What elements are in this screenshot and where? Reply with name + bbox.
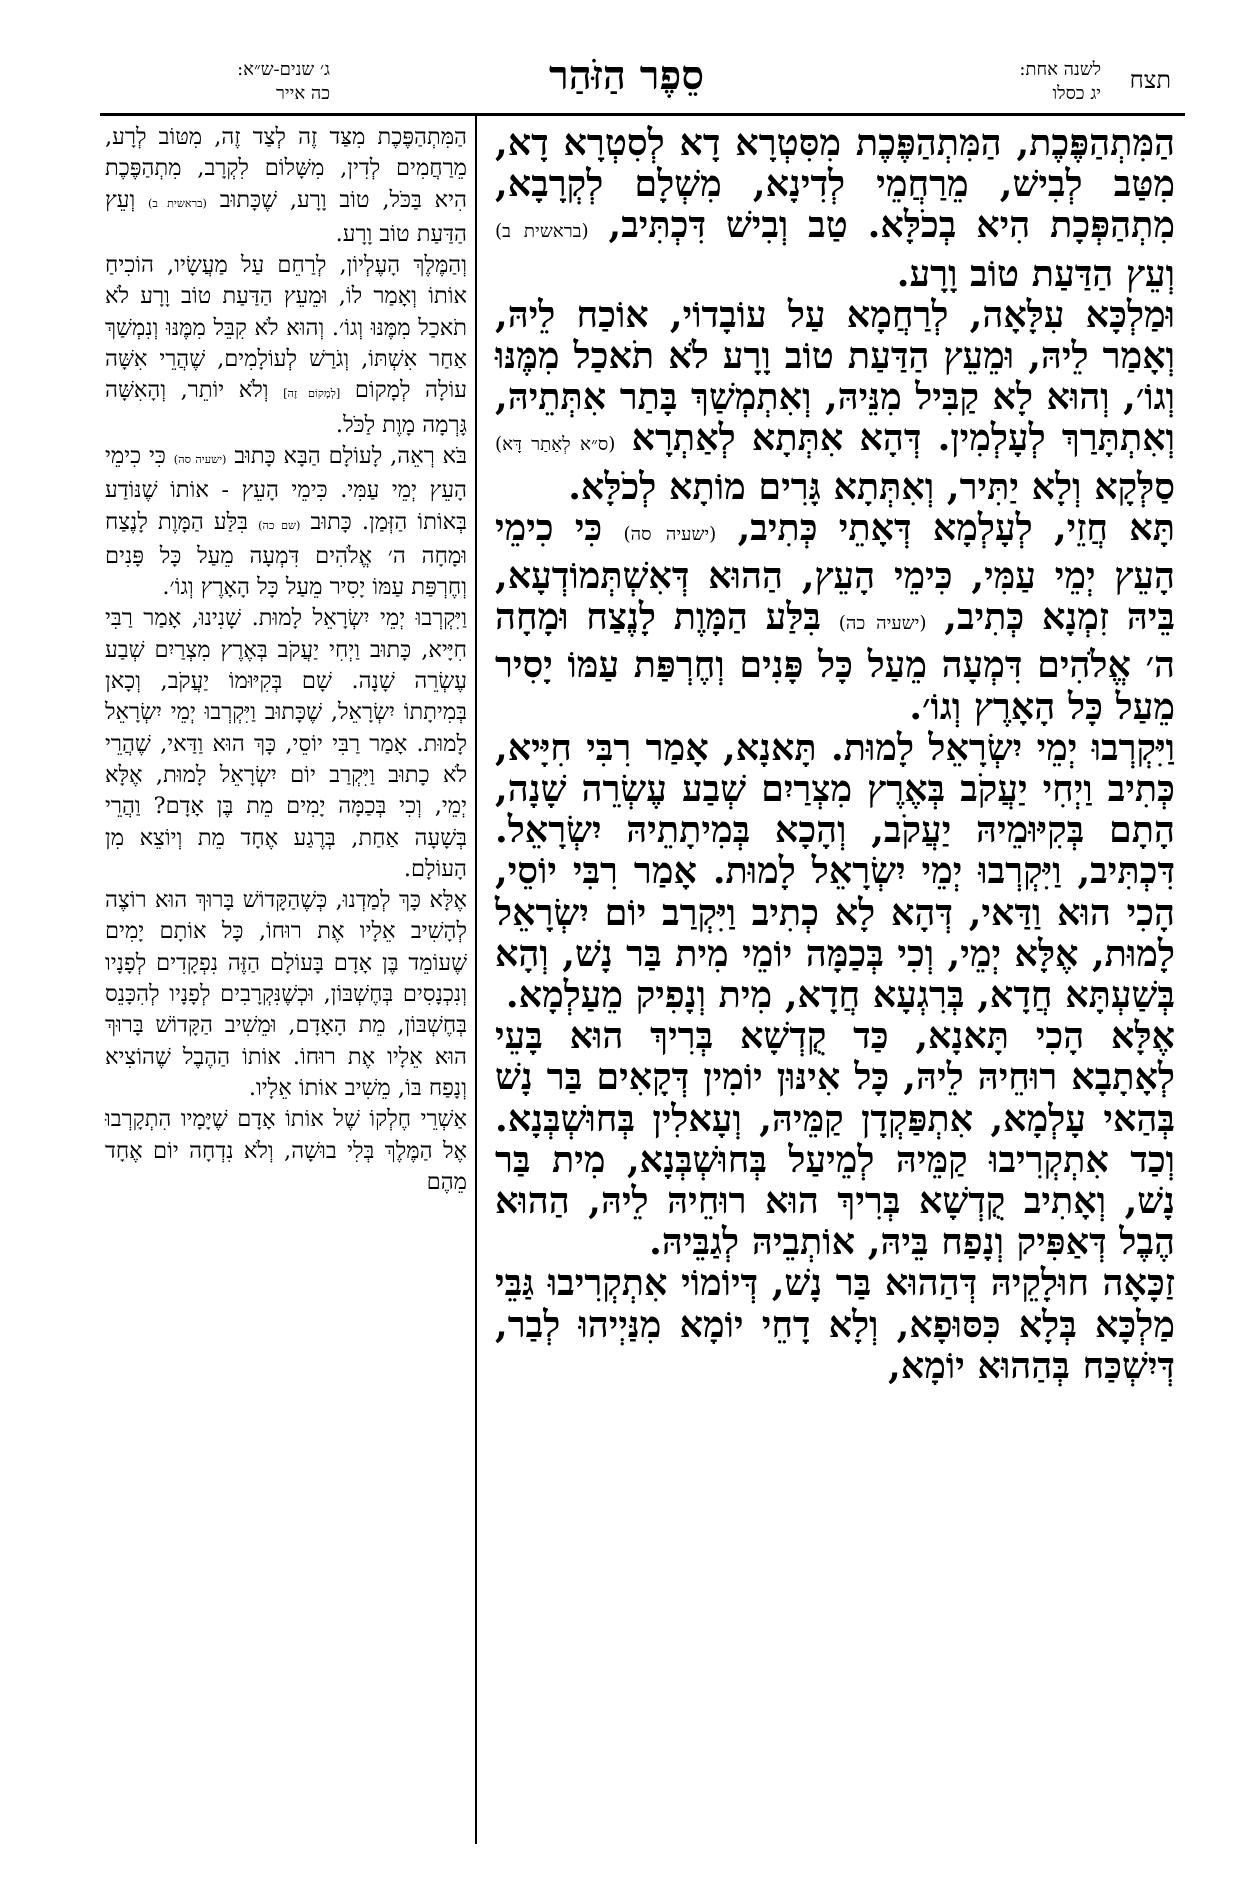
aramaic-column (495, 122, 1175, 1386)
book-title: סֵפֶר הַזֹּהַר (549, 52, 704, 99)
schedule-label: לשנה אחת: (1019, 59, 1101, 80)
paragraph: זַכָּאָה חוּלָקֵיהּ דְּהַהוּא בַּר נָשׁ, דְּיוֹמוֹי אִתְקְרִיבוּ גַּבֵּי מַלְכָּא בְּלָא כִּסּוּפָא, וְלָא דָחֵי יוֹמָא מִנַּיְיהוּ לְבַר, דְּיִשְׁכַּח בְּהַהוּא יוֹמָא, (495, 1261, 1175, 1387)
paragraph: תָּא חֲזֵי, לְעָלְמָא דְּאָתֵי כְּתִיב, (ישעיה סה) כִּי כִימֵי הָעֵץ יְמֵי עַמִּי, כִּימֵי הָעֵץ, הַהוּא דְּאִשְׁתְּמוֹדְעָא, בֵּיהּ זִמְנָא כְּתִיב, (ישעיה כה) בִּלַּע הַמָּוֶת לָנֶצַח וּמָחָה ה׳ אֱלֹהִים דִּמְעָה מֵעַל כָּל פָּנִים וְחֶרְפַּת עַמּוֹ יָסִיר מֵעַל כָּל הָאָרֶץ וְגוֹ׳. (495, 505, 1175, 728)
citation: (ישעיה סה) (173, 452, 227, 466)
schedule-label: ג׳ שנים-ש״א: (237, 59, 330, 80)
paragraph: וַיִּקְרְבוּ יְמֵי יִשְׂרָאֵל לָמוּת. שָׁנִינוּ, אָמַר רַבִּי חִיָּיא, כָּתוּב וַיְחִי יַעֲקֹב בְּאֶרֶץ מִצְרַיִם שְׁבַע עֶשְׂרֵה שָׁנָה. שָׁם בְּקִיּוּמוֹ יַעֲקֹב, וְכָאן בְּמִיתָתוֹ יִשְׂרָאֵל, שֶׁכָּתוּב וַיִּקְרְבוּ יְמֵי יִשְׂרָאֵל לָמוּת. אָמַר רַבִּי יוֹסֵי, כָּךְ הוּא וַדַּאי, שֶׁהֲרֵי לֹא כָתוּב וַיִּקְרַב יוֹם יִשְׂרָאֵל לָמוּת, אֶלָּא יְמֵי, וְכִי בְּכַמָּה יָמִים מֵת בֶּן אָדָם? וַהֲרֵי בְּשָׁעָה אַחַת, בְּרֶגַע אֶחָד מֵת וְיוֹצֵא מִן הָעוֹלָם. (105, 605, 467, 882)
citation: (ישעיה כה) (838, 613, 927, 635)
paragraph: הַמִּתְהַפֶּכֶת, הַמִּתְהַפֶּכֶת מִסִּטְרָא דָא לְסִטְרָא דָא, מִטַּב לְבִישׁ, מֵרַחֲמֵי לְדִינָא, מִשְׁלָם לְקְרָבָא, מִתְהַפְּכָת הִיא בְכֹלָּא. טַב וְבִישׁ דִּכְתִּיב, (בראשית ב) וְעֵץ הַדַּעַת טוֹב וָרָע. (495, 121, 1175, 295)
column-divider (475, 116, 477, 1844)
paragraph: אַשְׁרֵי חֶלְקוֹ שֶׁל אוֹתוֹ אָדָם שֶׁיָּמָיו הִתְקָרְבוּ אֶל הַמֶּלֶךְ בְּלִי בוּשָׁה, וְלֹא נִדְחָה יוֹם אֶחָד מֵהֶם (105, 1106, 467, 1195)
hebrew-column (105, 122, 467, 1198)
citation: (בראשית ב) (148, 196, 207, 210)
paragraph: וּמַלְכָּא עִלָּאָה, לְרַחֲמָא עַל עוֹבָדוֹי, אוֹכַח לֵיהּ, וְאָמַר לֵיהּ, וּמֵעֵץ הַדַּעַת טוֹב וָרָע לֹא תֹאכַל מִמֶּנּוּ וְגוֹ׳, וְהוּא לָא קַבִּיל מִנֵּיהּ, וְאִתְמְשַׁךְ בָּתַר אִתְּתֵיהּ, וְאִתְתָּרַךְ לְעָלְמִין. דְּהָא אִתְּתָא לְאַתְרָא (ס״א לְאַתַר דָּא) סַלְּקָא וְלָא יַתִּיר, וְאִתְּתָא גָּרִים מוֹתָא לְכֹלָּא. (495, 292, 1175, 508)
citation: [לְמָקוֹם זֶה] (283, 387, 341, 401)
citation: (בראשית ב) (495, 221, 589, 243)
paragraph: אֶלָּא הָכִי תָּאנָא, כַּד קֻדְשָׁא בְּרִיךְ הוּא בָּעֵי לְאָתָבָא רוּחֵיהּ לֵיהּ, כָּל אִינּוּן יוֹמִין דְּקָאִים בַּר נָשׁ בְּהַאי עָלְמָא, אִתְפַּקְדָן קַמֵּיהּ, וְעָאלִין בְּחוּשְׁבְּנָא. וְכַד אִתְקְרִיבוּ קַמֵּיהּ לְמֵיעַל בְּחוּשְׁבְּנָא, מִית בַּר נָשׁ, וְאָתִיב קֻדְשָׁא בְּרִיךְ הוּא רוּחֵיהּ לֵיהּ, הַהוּא הֶבֶל דְּאַפִּיק וְנָפַח בֵּיהּ, אוֹתְבֵיהּ לְגַבֵּיהּ. (495, 1014, 1175, 1264)
paragraph: אֶלָּא כָּךְ לְמַדְנוּ, כְּשֶׁהַקָּדוֹשׁ בָּרוּךְ הוּא רוֹצֶה לְהָשִׁיב אֵלָיו אֶת רוּחוֹ, כָּל אוֹתָם יָמִים שֶׁעוֹמֵד בֶּן אָדָם בָּעוֹלָם הַזֶּה נִפְקָדִים לְפָנָיו וְנִכְנָסִים בְּחֶשְׁבּוֹן, וּכְשֶׁנִּקְרָבִים לְפָנָיו לְהִכָּנֵס בְּחֶשְׁבּוֹן, מֵת הָאָדָם, וּמֵשִׁיב הַקָּדוֹשׁ בָּרוּךְ הוּא אֵלָיו אֶת רוּחוֹ. אוֹתוֹ הַהֶבֶל שֶׁהוֹצִיא וְנָפַח בּוֹ, מֵשִׁיב אוֹתוֹ אֵלָיו. (105, 887, 467, 1101)
schedule-date: כה אייר (276, 83, 330, 104)
citation: (ס״א לְאַתַר דָּא) (495, 434, 616, 456)
header-divider (100, 113, 1185, 116)
citation: (שם כה) (258, 518, 301, 532)
paragraph: וַיִּקְרְבוּ יְמֵי יִשְׂרָאֵל לָמוּת. תָּאנָא, אָמַר רִבִּי חִיָּיא, כְּתִיב וַיְחִי יַעֲקֹב בְּאֶרֶץ מִצְרַיִם שְׁבַע עֶשְׂרֵה שָׁנָה, הָתָם בְּקִיּוּמֵיהּ יַעֲקֹב, וְהָכָא בְּמִיתָתֵיהּ יִשְׂרָאֵל. דִּכְתִּיב, וַיִּקְרְבוּ יְמֵי יִשְׂרָאֵל לָמוּת. אָמַר רִבִּי יוֹסֵי, הָכִי הוּא וַדַּאי, דְּהָא לָא כְתִיב וַיִּקְרַב יוֹם יִשְׂרָאֵל לָמוּת, אֶלָּא יְמֵי, וְכִי בְּכַמָּה יוֹמֵי מִית בַּר נָשׁ, וְהָא בְּשַׁעְתָּא חֲדָא, בְּרִגְעָא חֲדָא, מִית וְנָפִיק מֵעַלְמָא. (495, 725, 1175, 1017)
citation: (ישעיה סה) (623, 523, 717, 545)
paragraph: וְהַמֶּלֶךְ הָעֶלְיוֹן, לְרַחֵם עַל מַעֲשָׂיו, הוֹכִיחַ אוֹתוֹ וְאָמַר לוֹ, וּמֵעֵץ הַדַּעַת טוֹב וָרָע לֹא תֹאכַל מִמֶּנּוּ וְגוֹ׳. וְהוּא לֹא קִבֵּל מִמֶּנּוּ וְנִמְשַׁךְ אַחַר אִשְׁתּוֹ, וְגֹרַשׁ לְעוֹלָמִים, שֶׁהֲרֵי אִשָּׁה עוֹלָה לְמָקוֹם [לְמָקוֹם זֶה] וְלֹא יוֹתֵר, וְהָאִשָּׁה גָּרְמָה מָוֶת לַכֹּל. (105, 252, 468, 438)
paragraph: הַמִּתְהַפֶּכֶת מִצַּד זֶה לְצַד זֶה, מִטּוֹב לְרָע, מֵרַחֲמִים לְדִין, מִשָּׁלוֹם לִקְרָב, מִתְהַפֶּכֶת הִיא בַּכֹּל, טוֹב וָרָע, שֶׁכָּתוּב (בראשית ב) וְעֵץ הַדַּעַת טוֹב וָרָע. (105, 124, 467, 247)
three-year-schedule (110, 58, 330, 106)
schedule-date: יג כסלו (1052, 83, 1101, 104)
paragraph: בֹּא רְאֵה, לָעוֹלָם הַבָּא כָּתוּב (ישעיה סה) כִּי כִימֵי הָעֵץ יְמֵי עַמִּי. כִּימֵי הָעֵץ - אוֹתוֹ שֶׁנּוֹדַע בְּאוֹתוֹ הַזְּמַן. כָּתוּב (שם כה) בִּלַּע הַמָּוֶת לָנֶצַח וּמָחָה ה׳ אֱלֹהִים דִּמְעָה מֵעַל כָּל פָּנִים וְחֶרְפַּת עַמּוֹ יָסִיר מֵעַל כָּל הָאָרֶץ וְגוֹ׳. (105, 442, 468, 601)
page-number: תצח (1129, 66, 1171, 94)
